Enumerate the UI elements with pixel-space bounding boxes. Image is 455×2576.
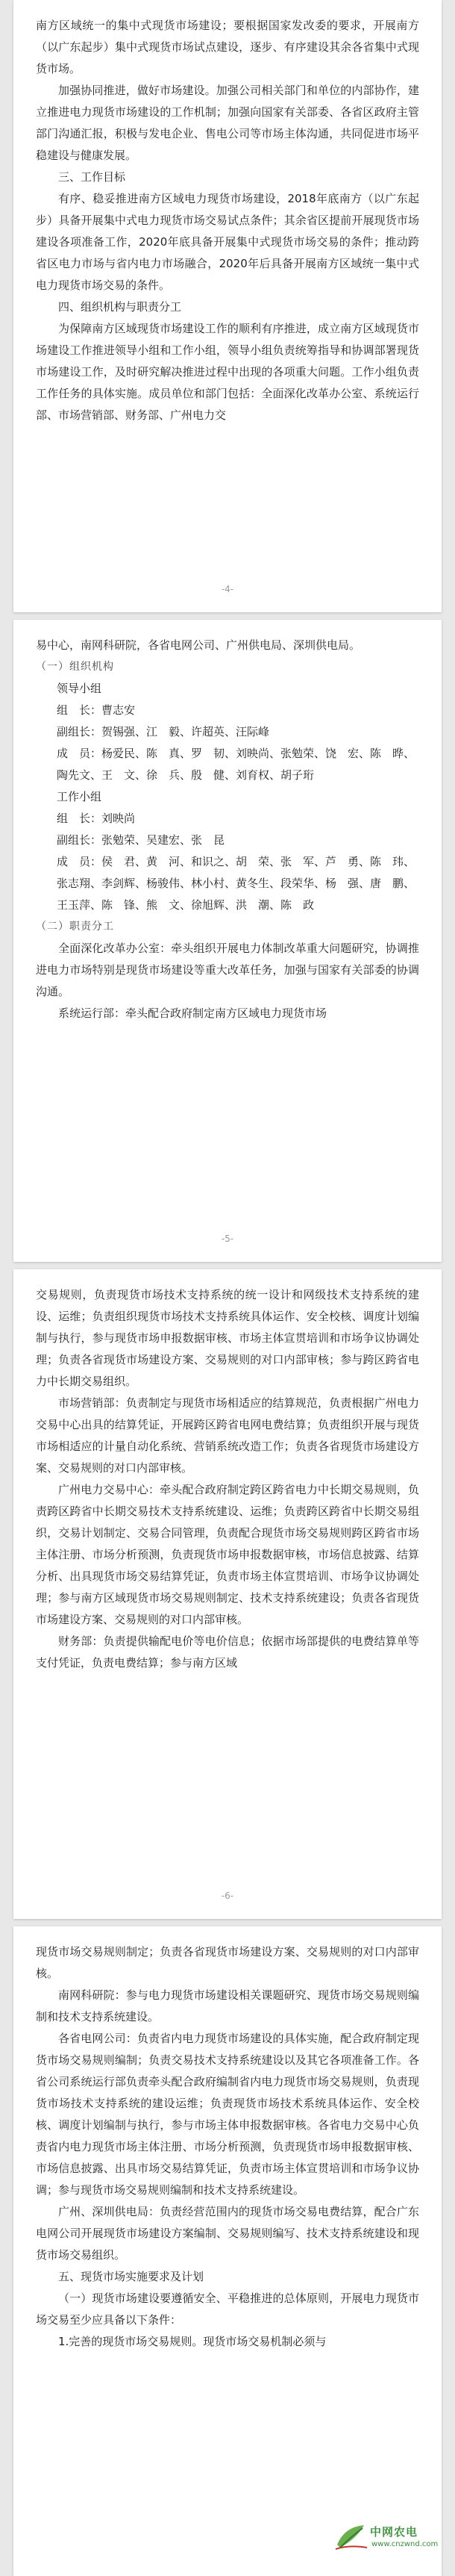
logo-url: www.cnzwnd.com	[371, 2540, 439, 2548]
role-line: 组 长：曹志安	[57, 703, 136, 717]
document-page-1	[13, 0, 442, 612]
paragraph: 财务部：负责提供输配电价等电价信息；依据市场部提供的电费结算单等支付凭证，负责电费结算；参与南方区域	[36, 1634, 419, 1670]
document-page-4	[13, 1926, 442, 2576]
paragraph: 为保障南方区域现货市场建设工作的顺利有序推进，成立南方区域现货市场建设工作推进领导小组和工作小组，领导小组负责统筹指导和协调部署现货市场建设工作，及时研究解决推进过程中出现的各项重大问题。工作小组负责工作任务的具体实施。成员单位和部门包括：全面深化改革办公室、系统运行部、市场营销部、财务部、广州电力交	[36, 322, 419, 422]
subsection-heading: （一）组织机构	[36, 661, 114, 673]
watermark-logo	[334, 2516, 439, 2561]
paragraph: 系统运行部：牵头配合政府制定南方区域电力现货市场	[58, 1007, 327, 1020]
paragraph: 南网科研院：参与电力现货市场建设相关课题研究、现货市场交易规则编制和技术支持系统建设。	[36, 1988, 419, 2023]
leaf-logo-icon	[334, 2522, 368, 2552]
paragraph: 加强协同推进，做好市场建设。加强公司相关部门和单位的内部协作，建立推进电力现货市场建设的工作机制；加强向国家有关部委、各省区政府主管部门沟通汇报，积极与发电企业、售电公司等市场主体沟通，共同促进市场平稳建设与健康发展。	[36, 84, 419, 162]
paragraph: 各省电网公司：负责省内电力现货市场建设的具体实施，配合政府制定现货市场交易规则编制；负责交易技术支持系统建设以及其它各项准备工作。各省公司系统运行部负责牵头配合政府编制省内电力现货市场交易规则，负责现货市场技术支持系统的建设运维；负责现货市场技术系统具体运作、安全校核、调度计划编制与执行，参与市场主体申报数据审核。各省电力交易中心负责省内电力现货市场主体注册、市场分析预测，负责现货市场申报数据审核、市场信息披露、出具市场交易结算凭证，负责市场主体宣贯培训和市场争议协调；参与现货市场交易规则编制和技术支持系统建设。	[36, 2032, 419, 2197]
paragraph: 有序、稳妥推进南方区域电力现货市场建设，2018年底南方（以广东起步）具备开展集中式电力现货市场交易试点条件；其余省区提前开展现货市场建设各项准备工作，2020年底具备开展集中式现货市场交易的条件；推动跨省区电力市场与省内电力市场融合，2020年后具备开展南方区域统一集中式电力现货市场交易的条件。	[36, 192, 419, 292]
paragraph: 1.完善的现货市场交易规则。现货市场交易机制必须与	[58, 2335, 327, 2348]
paragraph: 易中心，南网科研院，各省电网公司、广州供电局、深圳供电局。	[36, 638, 361, 652]
paragraph: 全面深化改革办公室：牵头组织开展电力体制改革重大问题研究，协调推进电力市场特别是现货市场建设等重大改革任务，加强与国家有关部委的协调沟通。	[36, 942, 419, 998]
paragraph: 南方区域统一的集中式现货市场建设；要根据国家发改委的要求，开展南方（以广东起步）集中式现货市场试点建设，逐步、有序建设其余各省集中式现货市场。	[36, 19, 419, 75]
paragraph: 现货市场交易规则制定；负责各省现货市场建设方案、交易规则的对口内部审核。	[36, 1945, 419, 1980]
role-line: 组 长：刘映尚	[57, 812, 136, 825]
member-list: 成 员：侯 君、黄 河、和识之、胡 荣、张 军、芦 勇、陈 玮、张志翔、李剑辉、杨骏伟、林小村、黄冬生、段荣华、杨 强、唐 鹏、王玉萍、陈 锋、熊 文、徐旭辉、洪 潮、陈 政	[57, 855, 415, 912]
member-list: 成 员：杨爱民、陈 真、罗 韧、刘映尚、张勉荣、饶 宏、陈 晔、陶先文、王 文、徐 兵、殷 健、刘育权、胡子珩	[57, 747, 415, 782]
document-page-2	[13, 620, 442, 1262]
section-heading: 四、组织机构与职责分工	[58, 300, 182, 314]
paragraph: 广州、深圳供电局：负责经营范围内的现货市场交易电费结算，配合广东电网公司开展现货市场建设方案编制、交易规则编写、技术支持系统建设和现货市场交易组织。	[36, 2205, 419, 2262]
page-number: -6-	[221, 1891, 234, 1901]
role-line: 副组长：张勉荣、吴建宏、张 昆	[57, 833, 225, 847]
group-title: 领导小组	[57, 682, 102, 695]
section-heading: 五、现货市场实施要求及计划	[58, 2270, 204, 2283]
subsection-heading: （二）职责分工	[36, 921, 114, 933]
page-number: -5-	[221, 1233, 234, 1244]
paragraph: 交易规则，负责现货市场技术支持系统的统一设计和网级技术支持系统的建设、运维；负责组织现货市场技术支持系统具体运作、安全校核、调度计划编制与执行，参与现货市场申报数据审核、市场主体宣贯培训和市场争议协调处理；负责各省现货市场建设方案、交易规则的对口内部审核；参与跨区跨省电力中长期交易组织。	[36, 1288, 419, 1388]
paragraph: （一）现货市场建设要遵循安全、平稳推进的总体原则，开展电力现货市场交易至少应具备以下条件：	[36, 2292, 419, 2327]
document-page-3	[13, 1269, 442, 1919]
role-line: 副组长：贺锡强、江 毅、许超英、汪际峰	[57, 725, 270, 738]
section-heading: 三、工作目标	[58, 170, 126, 184]
group-title: 工作小组	[57, 790, 102, 803]
logo-text: 中网农电	[370, 2525, 418, 2539]
paragraph: 广州电力交易中心：牵头配合政府制定跨区跨省电力中长期交易规则，负责跨区跨省中长期交易技术支持系统建设、运维；负责跨区跨省中长期交易组织，交易计划制定、交易合同管理，负责配合现货市场交易规则跨区跨省市场主体注册、市场分析预测，负责现货市场申报数据审核，市场信息披露、结算分析、出具现货市场交易结算凭证，负责市场主体宣贯培训、市场争议协调处理；参与南方区域现货市场交易规则制定、技术支持系统建设；负责各省现货市场建设方案、交易规则的对口内部审核。	[36, 1483, 419, 1626]
paragraph: 市场营销部：负责制定与现货市场相适应的结算规范，负责根据广州电力交易中心出具的结算凭证，开展跨区跨省电网电费结算；负责组织开展与现货市场相适应的计量自动化系统、营销系统改造工作；负责各省现货市场建设方案、交易规则的对口内部审核。	[36, 1396, 419, 1475]
page-number: -4-	[221, 584, 234, 594]
